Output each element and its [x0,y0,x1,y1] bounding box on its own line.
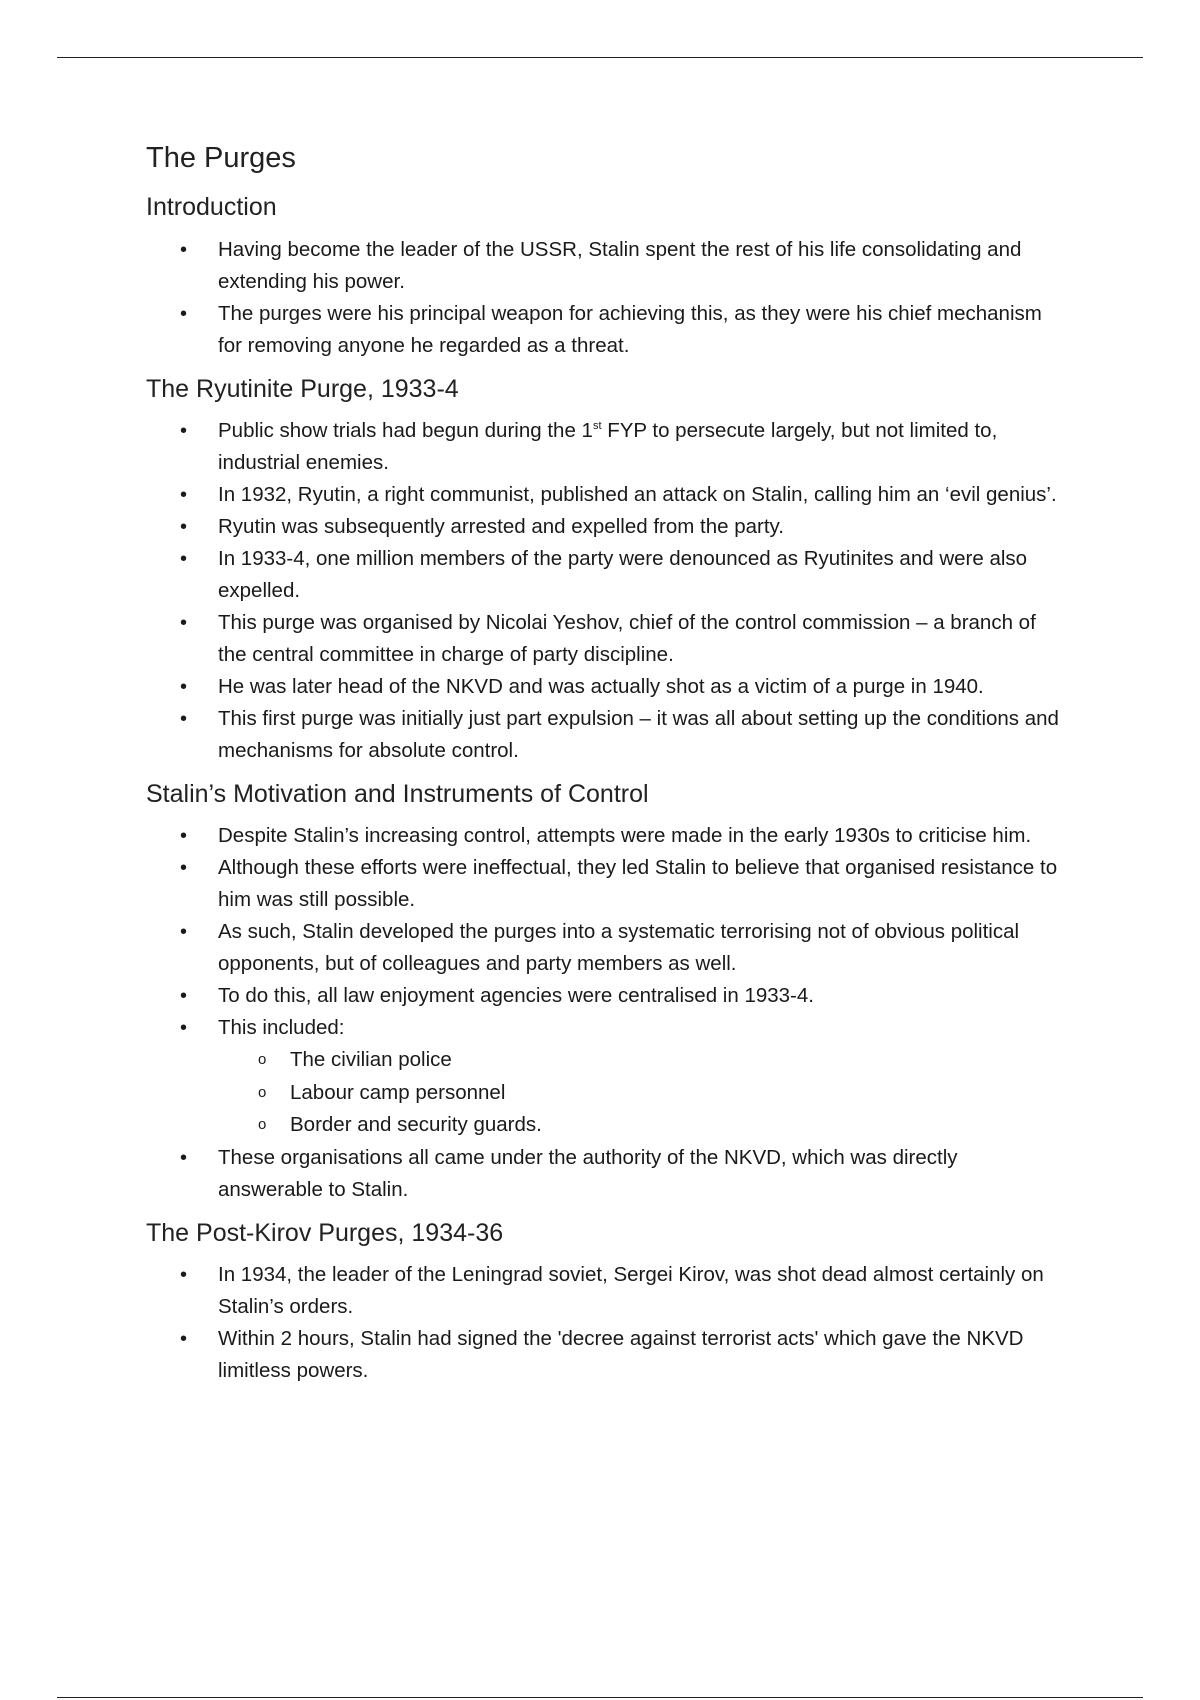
list-item: • These organisations all came under the authority of the NKVD, which was directly answerable to Stalin. [146,1142,1066,1206]
list-item: • Within 2 hours, Stalin had signed the 'decree against terrorist acts' which gave the NKVD limitless powers. [146,1323,1066,1387]
document-body [146,140,1066,1399]
list-item [146,1012,1066,1142]
sub-list-item: o Border and security guards. [218,1109,1066,1142]
bullet-list-post-kirov [146,1259,1066,1387]
list-item-text: This included: [218,1016,345,1039]
bullet-list-ryutinite-purge [146,415,1066,767]
list-item: • Despite Stalin’s increasing control, attempts were made in the early 1930s to criticise him. [146,820,1066,852]
bullet-list-introduction [146,234,1066,362]
section-heading-introduction: Introduction [146,193,277,222]
list-item: • Having become the leader of the USSR, Stalin spent the rest of his life consolidating and extending his power. [146,234,1066,298]
list-item: • Ryutin was subsequently arrested and expelled from the party. [146,511,1066,543]
bullet-list-motivation [146,820,1066,1206]
sub-list-item: o The civilian police [218,1044,1066,1077]
page-title: The Purges [146,142,296,174]
section-heading-post-kirov: The Post-Kirov Purges, 1934-36 [146,1218,504,1247]
list-item: • Although these efforts were ineffectual, they led Stalin to believe that organised resistance to him was still possible. [146,852,1066,916]
header-rule [57,57,1143,58]
ordinal-superscript: st [592,419,602,432]
list-item: • This purge was organised by Nicolai Yeshov, chief of the control commission – a branch of the central committee in charge of party discipline. [146,607,1066,671]
list-item-text-end: FYP to persecute largely, but not limited to, industrial enemies. [218,418,998,474]
list-item: • In 1933-4, one million members of the party were denounced as Ryutinites and were also expelled. [146,543,1066,607]
list-item: • In 1934, the leader of the Leningrad soviet, Sergei Kirov, was shot dead almost certainly on Stalin’s orders. [146,1259,1066,1323]
list-item [146,415,1066,479]
list-item: • This first purge was initially just part expulsion – it was all about setting up the conditions and mechanisms for absolute control. [146,703,1066,767]
list-item: • The purges were his principal weapon for achieving this, as they were his chief mechanism for removing anyone he regarded as a threat. [146,298,1066,362]
list-item: • In 1932, Ryutin, a right communist, published an attack on Stalin, calling him an ‘evil genius’. [146,479,1066,511]
section-heading-motivation: Stalin’s Motivation and Instruments of Control [146,779,649,808]
footer-rule [57,1697,1143,1698]
list-item-text-start: Public show trials had begun during the 1 [218,418,593,442]
sub-bullet-list [218,1044,1066,1142]
section-heading-ryutinite-purge: The Ryutinite Purge, 1933-4 [146,374,459,403]
sub-list-item: o Labour camp personnel [218,1077,1066,1110]
list-item: • To do this, all law enjoyment agencies were centralised in 1933-4. [146,980,1066,1012]
list-item: • As such, Stalin developed the purges into a systematic terrorising not of obvious political opponents, but of colleagues and party members as well. [146,916,1066,980]
list-item: • He was later head of the NKVD and was actually shot as a victim of a purge in 1940. [146,671,1066,703]
